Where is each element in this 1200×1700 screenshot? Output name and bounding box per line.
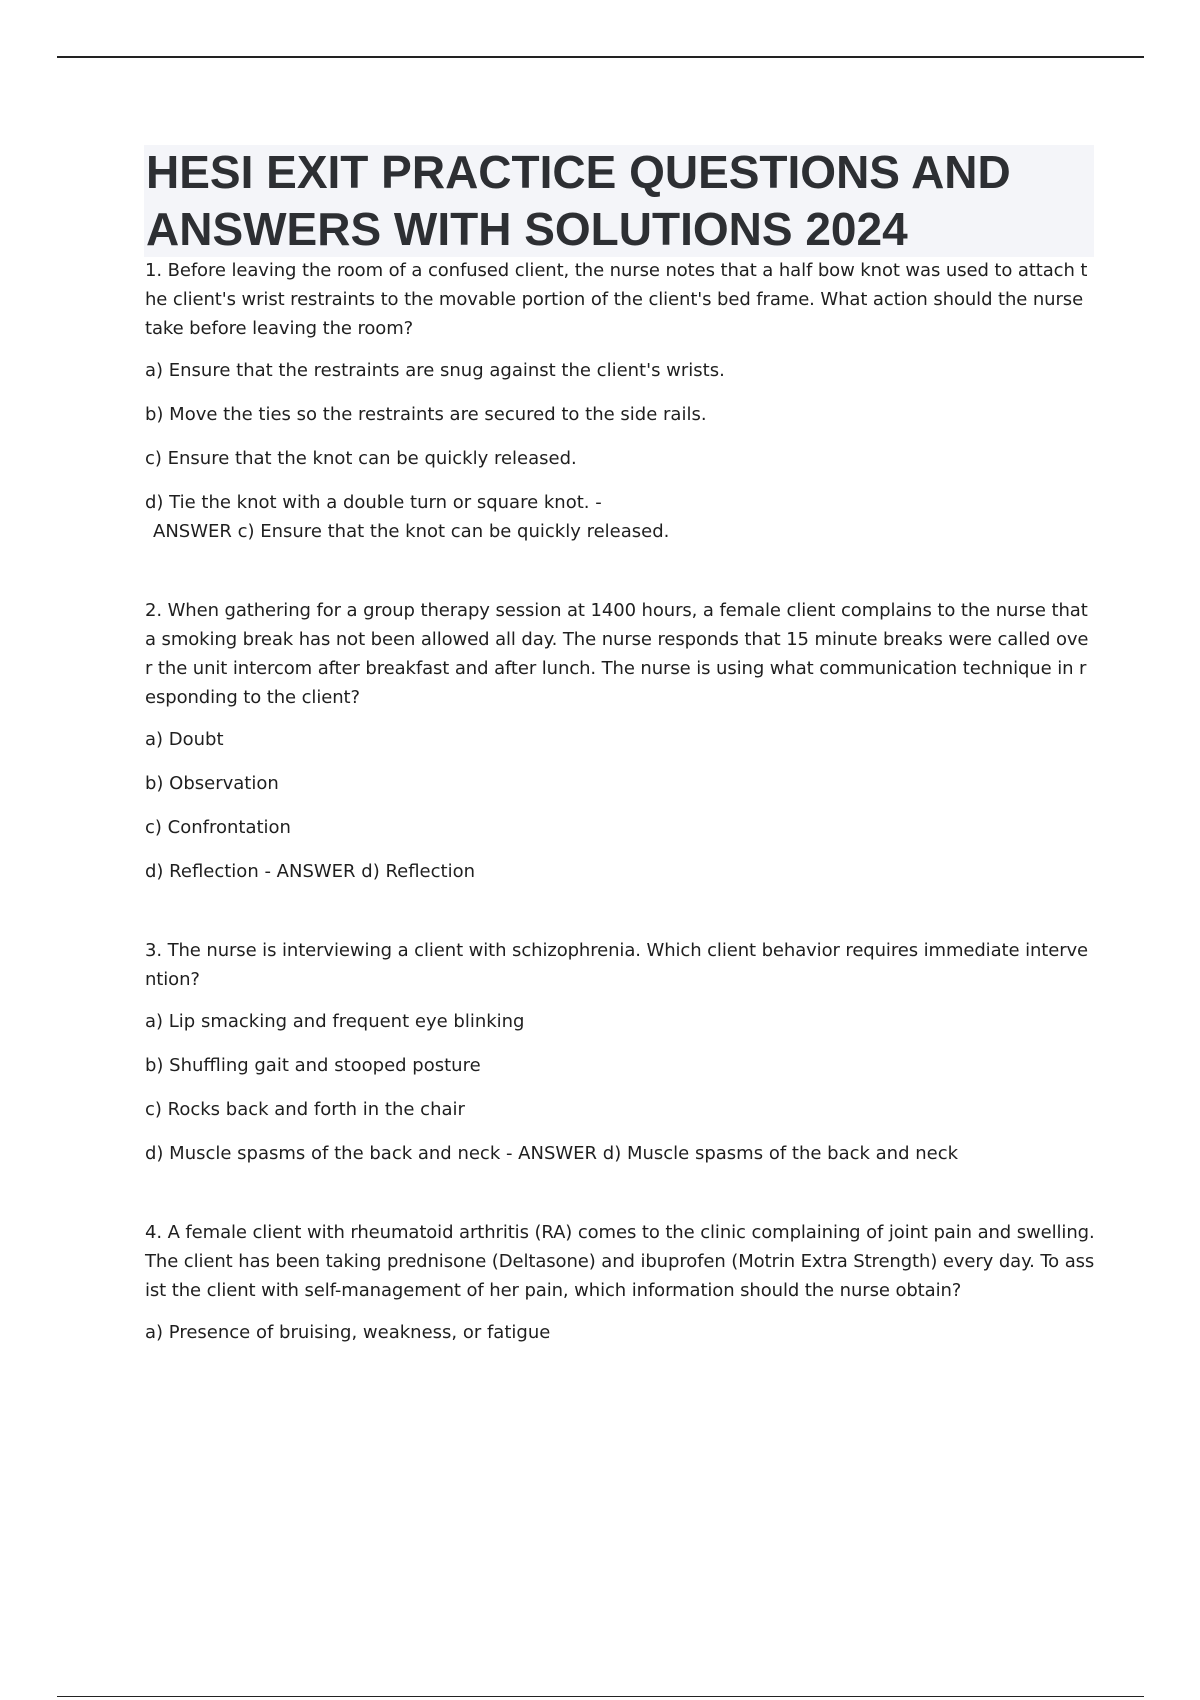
question-stem: 2. When gathering for a group therapy session at 1400 hours, a female client complains to the nurse that a smoking break has not been allowed all day. The nurse responds that 15 minute breaks were called over the unit intercom after breakfast and after lunch. The nurse is using what communication technique in responding to the client?	[145, 600, 1089, 708]
answer-option: d) Tie the knot with a double turn or square knot. -	[145, 492, 602, 513]
answer-option: a) Doubt	[145, 729, 224, 750]
bottom-rule	[57, 1696, 1144, 1697]
question-stem: 4. A female client with rheumatoid arthritis (RA) comes to the clinic complaining of joint pain and swelling. The client has been taking prednisone (Deltasone) and ibuprofen (Motrin Extra Strength) every day. To assist the client with self-management of her pain, which information should the nurse obtain?	[145, 1222, 1095, 1301]
question-3	[145, 936, 1095, 1168]
answer-option: d) Reflection - ANSWER d) Reflection	[145, 861, 476, 882]
answer-option: d) Muscle spasms of the back and neck - ANSWER d) Muscle spasms of the back and neck	[145, 1143, 959, 1164]
answer-option: c) Confrontation	[145, 817, 291, 838]
top-rule	[57, 56, 1144, 58]
question-stem: 3. The nurse is interviewing a client with schizophrenia. Which client behavior requires immediate intervention?	[145, 940, 1089, 990]
document-title: HESI EXIT PRACTICE QUESTIONS AND ANSWERS WITH SOLUTIONS 2024	[146, 146, 1011, 255]
answer-option: b) Move the ties so the restraints are secured to the side rails.	[145, 404, 707, 425]
question-stem: 1. Before leaving the room of a confused client, the nurse notes that a half bow knot was used to attach the client's wrist restraints to the movable portion of the client's bed frame. What action should the nurse take before leaving the room?	[145, 260, 1088, 339]
answer-option: b) Shuffling gait and stooped posture	[145, 1055, 481, 1076]
answer-option: c) Rocks back and forth in the chair	[145, 1099, 465, 1120]
answer-option: b) Observation	[145, 773, 279, 794]
answer-key: ANSWER c) Ensure that the knot can be quickly released.	[153, 521, 670, 542]
question-1	[145, 256, 1095, 546]
question-list	[145, 256, 1095, 1397]
answer-option: c) Ensure that the knot can be quickly released.	[145, 448, 577, 469]
question-2	[145, 596, 1095, 886]
answer-option: a) Ensure that the restraints are snug against the client's wrists.	[145, 360, 725, 381]
answer-option: a) Lip smacking and frequent eye blinking	[145, 1011, 525, 1032]
answer-option: a) Presence of bruising, weakness, or fatigue	[145, 1322, 551, 1343]
question-4	[145, 1218, 1095, 1347]
